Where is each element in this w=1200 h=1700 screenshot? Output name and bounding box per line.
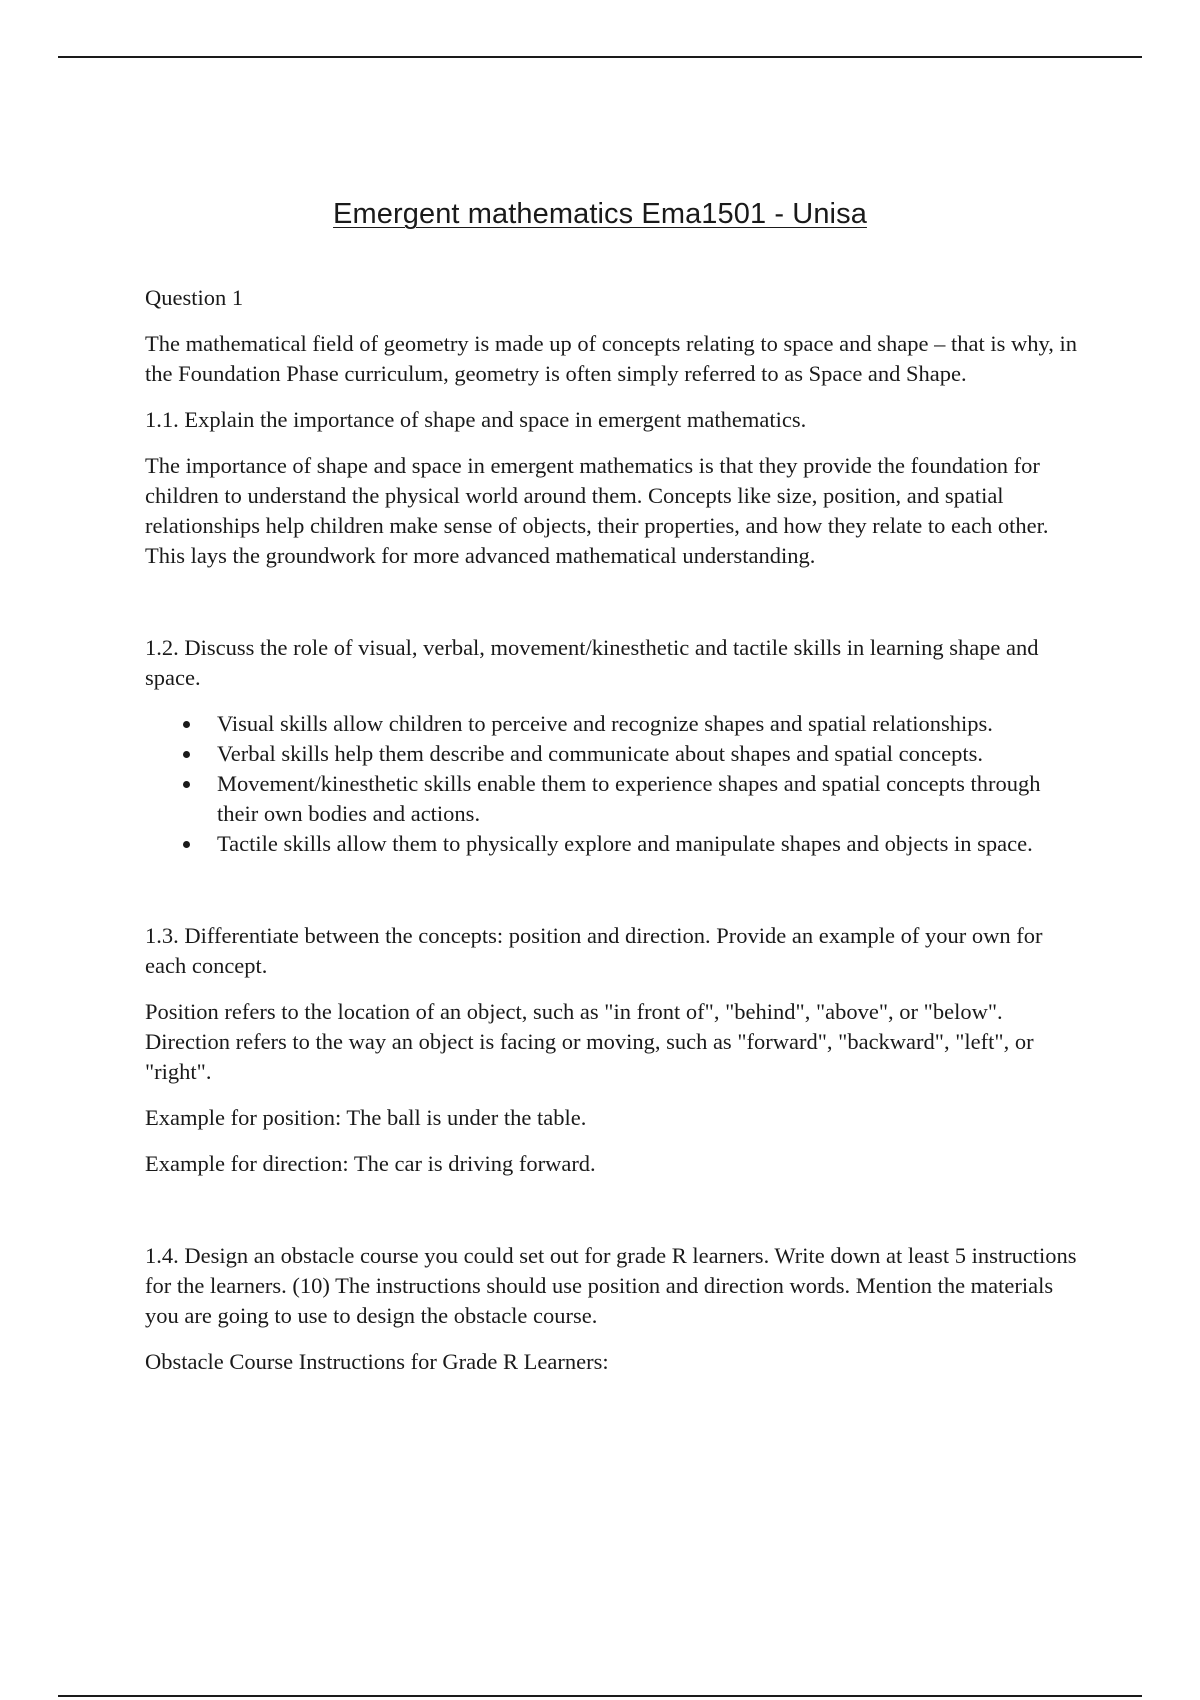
bottom-rule — [58, 1695, 1142, 1697]
question-heading: Question 1 — [145, 285, 244, 310]
list-item: Movement/kinesthetic skills enable them to experience shapes and spatial concepts through their own bodies and actions. — [217, 769, 1080, 829]
list-item: Verbal skills help them describe and communicate about shapes and spatial concepts. — [217, 739, 1080, 769]
question-1-4: 1.4. Design an obstacle course you could set out for grade R learners. Write down at least 5 instructions for the learners. (10) The instructions should use position and direction words. Mention the materials you are going to use to design the obstacle course. — [145, 1243, 1077, 1328]
intro-paragraph: The mathematical field of geometry is made up of concepts relating to space and shape – that is why, in the Foundation Phase curriculum, geometry is often simply referred to as Space and Shape. — [145, 331, 1077, 386]
answer-1-1: The importance of shape and space in emergent mathematics is that they provide the foundation for children to understand the physical world around them. Concepts like size, position, and spatial relationships help children make sense of objects, their properties, and how they relate to each other. This lays the groundwork for more advanced mathematical understanding. — [145, 453, 1049, 568]
answer-1-3: Position refers to the location of an object, such as "in front of", "behind", "above", or "below". Direction refers to the way an object is facing or moving, such as "forward", "backward", "left", or "right". — [145, 999, 1034, 1084]
list-item: Tactile skills allow them to physically explore and manipulate shapes and objects in space. — [217, 829, 1080, 859]
example-direction: Example for direction: The car is driving forward. — [145, 1151, 596, 1176]
question-1-3: 1.3. Differentiate between the concepts: position and direction. Provide an example of your own for each concept. — [145, 923, 1043, 978]
question-1-1: 1.1. Explain the importance of shape and space in emergent mathematics. — [145, 407, 807, 432]
list-item: Visual skills allow children to perceive and recognize shapes and spatial relationships. — [217, 709, 1080, 739]
document-title: Emergent mathematics Ema1501 - Unisa — [333, 198, 867, 230]
example-position: Example for position: The ball is under the table. — [145, 1105, 587, 1130]
skills-bullet-list — [145, 709, 1080, 859]
top-rule — [58, 56, 1142, 58]
question-1-2: 1.2. Discuss the role of visual, verbal, movement/kinesthetic and tactile skills in learning shape and space. — [145, 635, 1039, 690]
answer-1-4-heading: Obstacle Course Instructions for Grade R Learners: — [145, 1349, 609, 1374]
document-body — [145, 283, 1080, 1393]
